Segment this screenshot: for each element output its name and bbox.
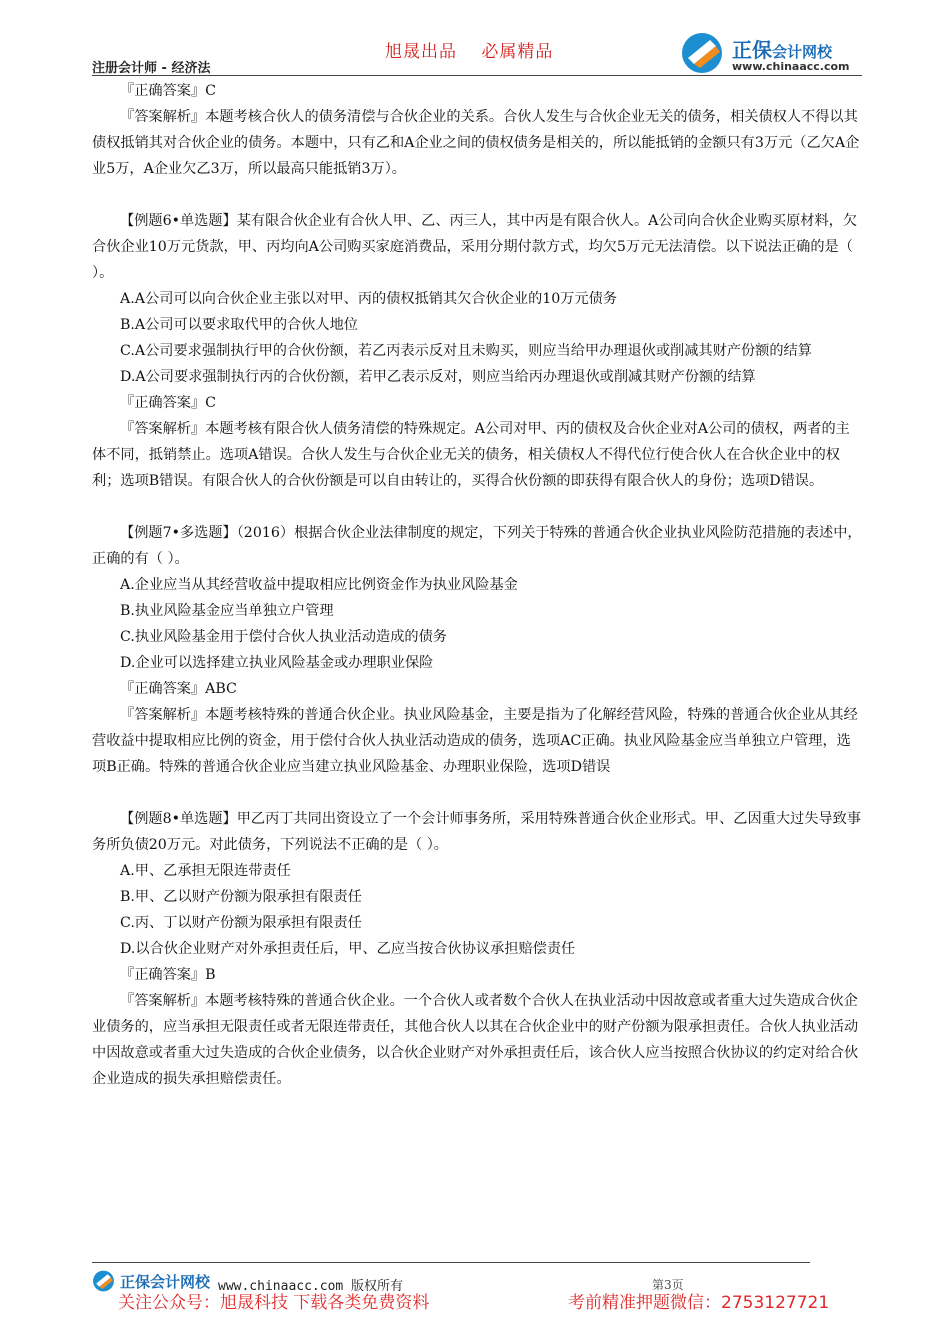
slogan-2: 必属精品 [481,42,554,62]
paragraph: D.企业可以选择建立执业风险基金或办理职业保险 [120,655,434,671]
paragraph: 『答案解析』本题考核特殊的普通合伙企业。执业风险基金，主要是指为了化解经营风险，特殊的普通合伙企业从其经营收益中提取相应比例的资金，用于偿付合伙人执业活动造成的债务，选项AC正确。执业风险基金应当单独立户管理，选项B正确。特殊的普通合伙企业应当建立执业风险基金、办理职业保险，选项D错误 [92,707,858,775]
paragraph: B.A公司可以要求取代甲的合伙人地位 [120,317,358,333]
paragraph: 【例题7•多选题】（2016）根据合伙企业法律制度的规定，下列关于特殊的普通合伙企业执业风险防范措施的表述中，正确的有（ ）。 [92,525,862,567]
brand-logo[interactable] [680,30,870,76]
course-title: 注册会计师 - 经济法 [92,61,211,76]
paragraph: 『正确答案』B [120,967,216,983]
paragraph: 『答案解析』本题考核有限合伙人债务清偿的特殊规定。A公司对甲、丙的债权及合伙企业对A公司的债权，两者的主体不同，抵销禁止。选项A错误。合伙人发生与合伙企业无关的债务，相关债权人不得代位行使合伙人在合伙企业中的权利；选项B错误。有限合伙人的合伙份额是可以自由转让的，买得合伙份额的即获得有限合伙人的身份；选项D错误。 [92,421,850,489]
footer-divider [92,1262,810,1263]
header-slogan [385,37,571,62]
footer-copyright: www.chinaacc.com 版权所有 [218,1279,404,1294]
paragraph: 『答案解析』本题考核合伙人的债务清偿与合伙企业的关系。合伙人发生与合伙企业无关的债务，相关债权人不得以其债权抵销其对合伙企业的债务。本题中，只有乙和A企业之间的债权债务是相关的，所以能抵销的金额只有3万元（乙欠A企业5万，A企业欠乙3万，所以最高只能抵销3万）。 [92,109,860,177]
logo-icon [680,32,726,74]
paragraph: 『答案解析』本题考核特殊的普通合伙企业。一个合伙人或者数个合伙人在执业活动中因故意或者重大过失造成合伙企业债务的，应当承担无限责任或者无限连带责任，其他合伙人以其在合伙企业中的财产份额为限承担责任。合伙人执业活动中因故意或者重大过失造成的合伙企业债务，以合伙企业财产对外承担责任后，该合伙人应当按照合伙协议的约定对给合伙企业造成的损失承担赔偿责任。 [92,993,859,1087]
paragraph: 『正确答案』C [120,83,216,99]
paragraph: C.丙、丁以财产份额为限承担有限责任 [120,915,362,931]
footer-logo-name: 正保会计网校 [120,1272,211,1291]
header-divider [92,75,862,76]
paragraph-gap [92,182,862,208]
paragraph: C.A公司要求强制执行甲的合伙份额，若乙丙表示反对且未购买，则应当给甲办理退伙或削减其财产份额的结算 [120,343,812,359]
watermark-left: 关注公众号：旭晟科技 下载各类免费资料 [118,1293,430,1313]
footer-logo-icon [92,1270,116,1292]
paragraph: C.执业风险基金用于偿付合伙人执业活动造成的债务 [120,629,447,645]
paragraph: 『正确答案』ABC [120,681,237,697]
paragraph: A.A公司可以向合伙企业主张以对甲、丙的债权抵销其欠合伙企业的10万元债务 [120,291,618,307]
paragraph: B.执业风险基金应当单独立户管理 [120,603,334,619]
paragraph: A.企业应当从其经营收益中提取相应比例资金作为执业风险基金 [120,577,518,593]
slogan-1: 旭晟出品 [385,42,457,62]
paragraph-gap [92,780,862,806]
watermark-right: 考前精准押题微信：2753127721 [568,1293,830,1313]
paragraph: 【例题8•单选题】甲乙丙丁共同出资设立了一个会计师事务所，采用特殊普通合伙企业形式。甲、乙因重大过失导致事务所负债20万元。对此债务，下列说法不正确的是（ ）。 [92,811,861,853]
document-body [92,78,862,1092]
logo-url: www.chinaacc.com [732,60,850,73]
paragraph: 『正确答案』C [120,395,216,411]
paragraph: D.以合伙企业财产对外承担责任后，甲、乙应当按合伙协议承担赔偿责任 [120,941,576,957]
paragraph: 【例题6•单选题】某有限合伙企业有合伙人甲、乙、丙三人，其中丙是有限合伙人。A公司向合伙企业购买原材料，欠合伙企业10万元货款，甲、丙均向A公司购买家庭消费品，采用分期付款方式，均欠5万元无法清偿。以下说法正确的是（ ）。 [92,213,858,281]
paragraph: D.A公司要求强制执行丙的合伙份额，若甲乙表示反对，则应当给丙办理退伙或削减其财产份额的结算 [120,369,756,385]
page-number: 第3页 [652,1278,684,1292]
paragraph: B.甲、乙以财产份额为限承担有限责任 [120,889,362,905]
paragraph-gap [92,494,862,520]
paragraph: A.甲、乙承担无限连带责任 [120,863,291,879]
logo-name: 正保会计网校 [732,38,833,62]
